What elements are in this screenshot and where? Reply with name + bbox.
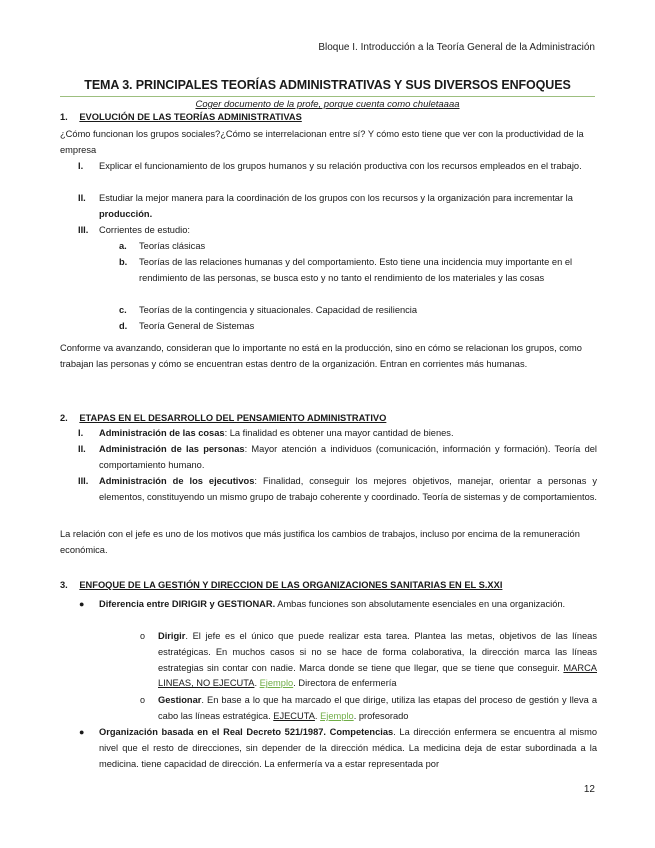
paragraph: La relación con el jefe es uno de los motivos que más justifica los cambios de trabajos, incluso por encima de la remuneración económica.: [60, 529, 580, 555]
section-number: 1.: [60, 112, 68, 122]
sublist-item: Teoría General de Sistemas: [139, 321, 255, 331]
list-item: Administración de las personas: Mayor atención a individuos (comunicación, información y formación). Teoría del comportamiento humano.: [99, 444, 598, 470]
title-divider: [60, 96, 595, 97]
example-link[interactable]: Ejemplo: [259, 678, 294, 689]
bullet-icon: ●: [79, 727, 85, 737]
sublist-letter: d.: [119, 321, 128, 331]
list-number: I.: [78, 161, 84, 171]
sub-bullet-item: Dirigir. El jefe es el único que puede realizar esta tarea. Plantea las metas, objetivos de las líneas estratégicas. En muchos casos si no se hace de forma colaborativa, la dirección marca las líneas estrategias sin contar con nadie. Marca donde se tiene que llegar, que se tiene que conseguir. MARCA LINEAS, NO EJECUTA. Ejemplo. Directora de enfermería: [158, 631, 597, 689]
list-number: II.: [78, 193, 86, 203]
list-item: Estudiar la mejor manera para la coordinación de los grupos con los recursos y la organización para incrementar la producción.: [99, 193, 573, 219]
list-number: III.: [78, 225, 89, 235]
section-title: ETAPAS EN EL DESARROLLO DEL PENSAMIENTO ADMINISTRATIVO: [79, 413, 387, 423]
list-item: Administración de los ejecutivos: Finalidad, conseguir los mejores objetivos, manejar, orientar a personas y elementos, constituyendo un mismo grupo de trabajo coherente y coordinado. Teoría de sistemas y de comportamientos.: [99, 476, 598, 502]
list-item: Administración de las cosas: La finalidad es obtener una mayor cantidad de bienes.: [99, 428, 454, 438]
sublist-item: Teorías clásicas: [139, 241, 206, 251]
section-title: ENFOQUE DE LA GESTIÓN Y DIRECCION DE LAS ORGANIZACIONES SANITARIAS EN EL S.XXI: [79, 580, 503, 590]
section-3-heading: [60, 578, 502, 594]
circle-bullet-icon: o: [140, 631, 146, 641]
section-1-intro: ¿Cómo funcionan los grupos sociales?¿Cómo se interrelacionan entre sí? Y cómo esto tiene que ver con la productividad de la empresa: [60, 129, 584, 155]
list-number: II.: [78, 444, 86, 454]
page-title: TEMA 3. PRINCIPALES TEORÍAS ADMINISTRATIVAS Y SUS DIVERSOS ENFOQUES: [84, 78, 571, 92]
sublist-letter: c.: [119, 305, 127, 315]
sublist-letter: a.: [119, 241, 127, 251]
page-subtitle: Coger documento de la profe, porque cuenta como chuletaaaa: [195, 99, 460, 110]
list-item: Explicar el funcionamiento de los grupos humanos y su relación productiva con los recursos empleados en el trabajo.: [99, 161, 582, 171]
paragraph: Conforme va avanzando, consideran que lo importante no está en la producción, sino en cómo se relacionan los grupos, como trabajan las personas y cómo se encuentran estas dentro de la organización. Entran en corrientes más humanas.: [60, 343, 582, 369]
sublist-item: Teorías de la contingencia y situacionales. Capacidad de resiliencia: [139, 305, 418, 315]
bullet-icon: ●: [79, 599, 85, 609]
list-number: III.: [78, 476, 89, 486]
sublist-item: Teorías de las relaciones humanas y del comportamiento. Esto tiene una incidencia muy importante en el rendimiento de las personas, se busca esto y no tanto el rendimiento de los materiales y las cosas: [139, 257, 573, 283]
section-number: 3.: [60, 580, 68, 590]
circle-bullet-icon: o: [140, 695, 146, 705]
sublist-letter: b.: [119, 257, 128, 267]
running-header: Bloque I. Introducción a la Teoría General de la Administración: [318, 42, 595, 53]
example-link[interactable]: Ejemplo: [320, 710, 354, 721]
sub-bullet-item: Gestionar. En base a lo que ha marcado el que dirige, utiliza las etapas del proceso de gestión y lleva a cabo las líneas estratégica. EJECUTA. Ejemplo. profesorado: [158, 695, 597, 721]
list-number: I.: [78, 428, 84, 438]
bullet-item: Diferencia entre DIRIGIR y GESTIONAR. Ambas funciones son absolutamente esenciales en una organización.: [99, 599, 566, 609]
section-1-heading: [60, 110, 302, 126]
section-2-heading: [60, 411, 386, 427]
section-title: EVOLUCIÓN DE LAS TEORÍAS ADMINISTRATIVAS: [79, 112, 302, 122]
bullet-item: Organización basada en el Real Decreto 521/1987. Competencias. La dirección enfermera se encuentra al mismo nivel que el resto de direcciones, sin depender de la dirección médica. La medicina deja de estar subordinada a la medicina. tiene capacidad de dirección. La enfermería va a estar representada por: [99, 727, 597, 769]
page-number: 12: [583, 784, 595, 795]
section-number: 2.: [60, 413, 68, 423]
list-item: Corrientes de estudio:: [99, 225, 190, 235]
